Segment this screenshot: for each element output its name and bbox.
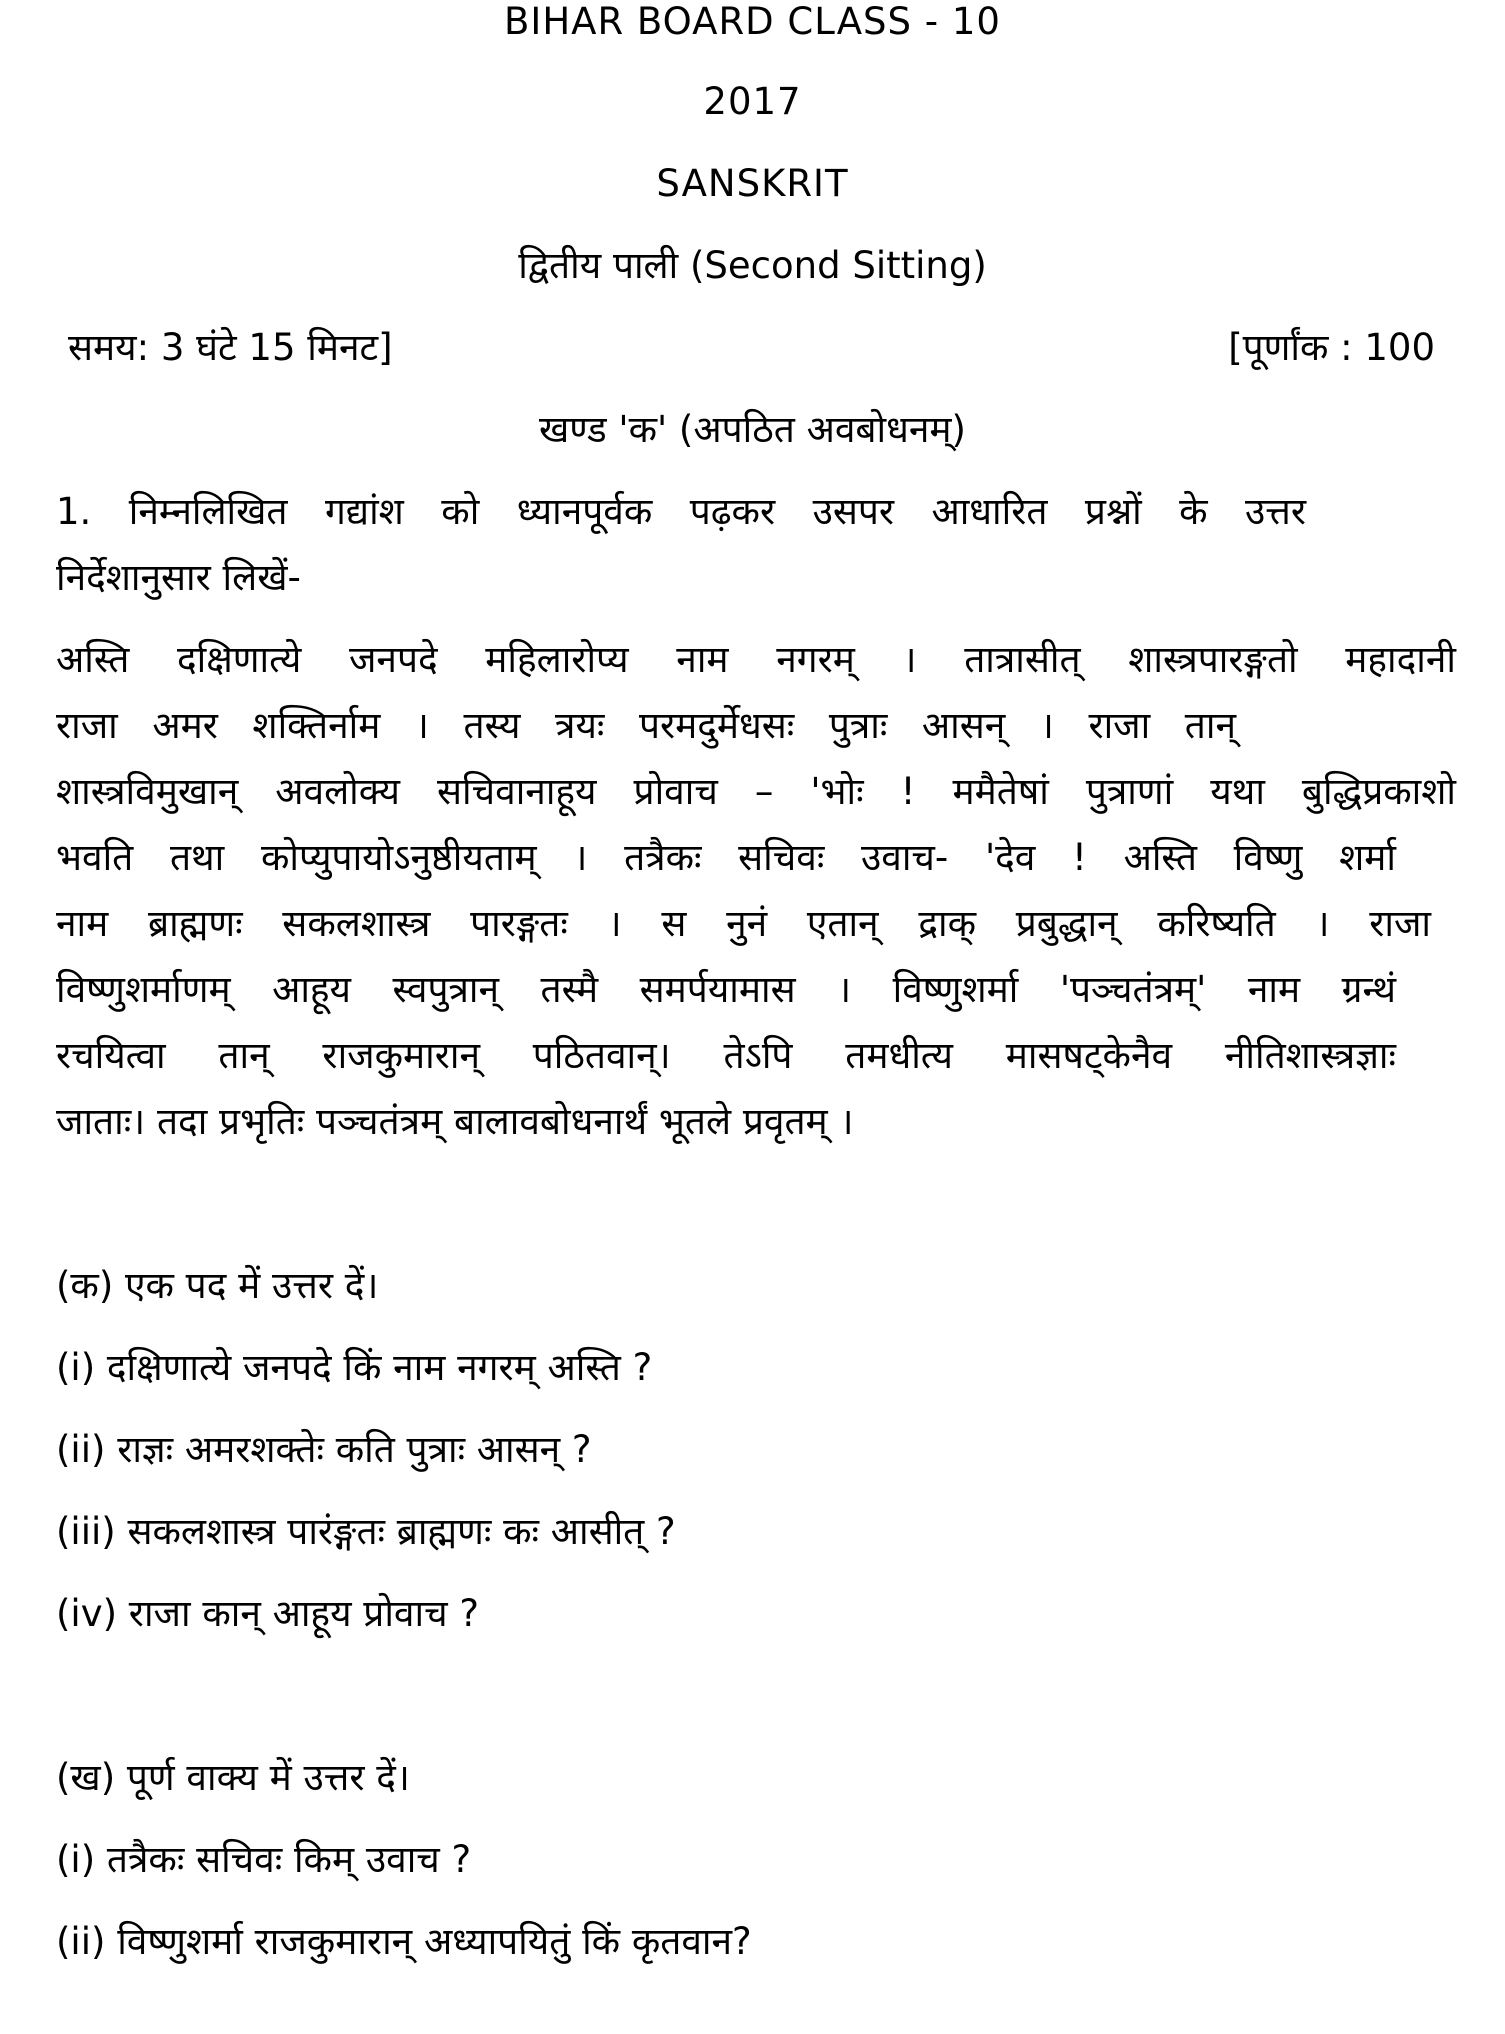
passage-line: नाम ब्राह्मणः सकलशास्त्र पारङ्गतः । स नुनं एतान् द्राक् प्रबुद्धान् करिष्यति । राजा (56, 902, 1431, 945)
part-ka-heading: (क) एक पद में उत्तर दें। (56, 1264, 379, 1307)
question-instruction-line-1: 1. निम्नलिखित गद्यांश को ध्यानपूर्वक पढ़कर उसपर आधारित प्रश्नों के उत्तर (56, 490, 1306, 533)
time-allowed: समय: 3 घंटे 15 मिनट] (68, 326, 393, 369)
part-ka-question: (iii) सकलशास्त्र पारंङ्गतः ब्राह्मणः कः आसीत् ? (56, 1510, 676, 1553)
subject-title: SANSKRIT (656, 162, 849, 205)
part-ka-question: (iv) राजा कान् आहूय प्रोवाच ? (56, 1592, 479, 1635)
passage-line: राजा अमर शक्तिर्नाम । तस्य त्रयः परमदुर्मेधसः पुत्राः आसन् । राजा तान् (56, 704, 1236, 747)
passage-line: अस्ति दक्षिणात्ये जनपदे महिलारोप्य नाम नगरम् । तात्रासीत् शास्त्रपारङ्गतो महादानी (56, 638, 1456, 681)
section-title: खण्ड 'क' (अपठित अवबोधनम्) (539, 408, 966, 451)
full-marks: [पूर्णांक : 100 (1228, 326, 1435, 369)
passage-line: रचयित्वा तान् राजकुमारान् पठितवान्। तेऽपि तमधीत्य मासषट्केनैव नीतिशास्त्रज्ञाः (56, 1034, 1396, 1077)
passage-line: जाताः। तदा प्रभृतिः पञ्चतंत्रम् बालावबोधनार्थं भूतले प्रवृतम् । (56, 1100, 854, 1143)
part-ka-question: (ii) राज्ञः अमरशक्तेः कति पुत्राः आसन् ? (56, 1428, 592, 1471)
passage-line: भवति तथा कोप्युपायोऽनुष्ठीयताम् । तत्रैकः सचिवः उवाच- 'देव ! अस्ति विष्णु शर्मा (56, 836, 1396, 879)
part-kha-heading: (ख) पूर्ण वाक्य में उत्तर दें। (56, 1756, 410, 1799)
part-kha-question: (i) तत्रैकः सचिवः किम् उवाच ? (56, 1838, 472, 1881)
part-kha-question: (ii) विष्णुशर्मा राजकुमारान् अध्यापयितुं किं कृतवान? (56, 1920, 752, 1963)
exam-year: 2017 (703, 80, 802, 123)
passage-line: शास्त्रविमुखान् अवलोक्य सचिवानाहूय प्रोवाच – 'भोः ! ममैतेषां पुत्राणां यथा बुद्धिप्रकाशो (56, 770, 1456, 813)
part-ka-question: (i) दक्षिणात्ये जनपदे किं नाम नगरम् अस्ति ? (56, 1346, 653, 1389)
board-title: BIHAR BOARD CLASS - 10 (504, 0, 1001, 43)
question-instruction-line-2: निर्देशानुसार लिखें- (56, 556, 301, 599)
passage-line: विष्णुशर्माणम् आहूय स्वपुत्रान् तस्मै समर्पयामास । विष्णुशर्मा 'पञ्चतंत्रम्' नाम ग्रन्थं (56, 968, 1396, 1011)
sitting-label: द्वितीय पाली (Second Sitting) (518, 244, 987, 287)
